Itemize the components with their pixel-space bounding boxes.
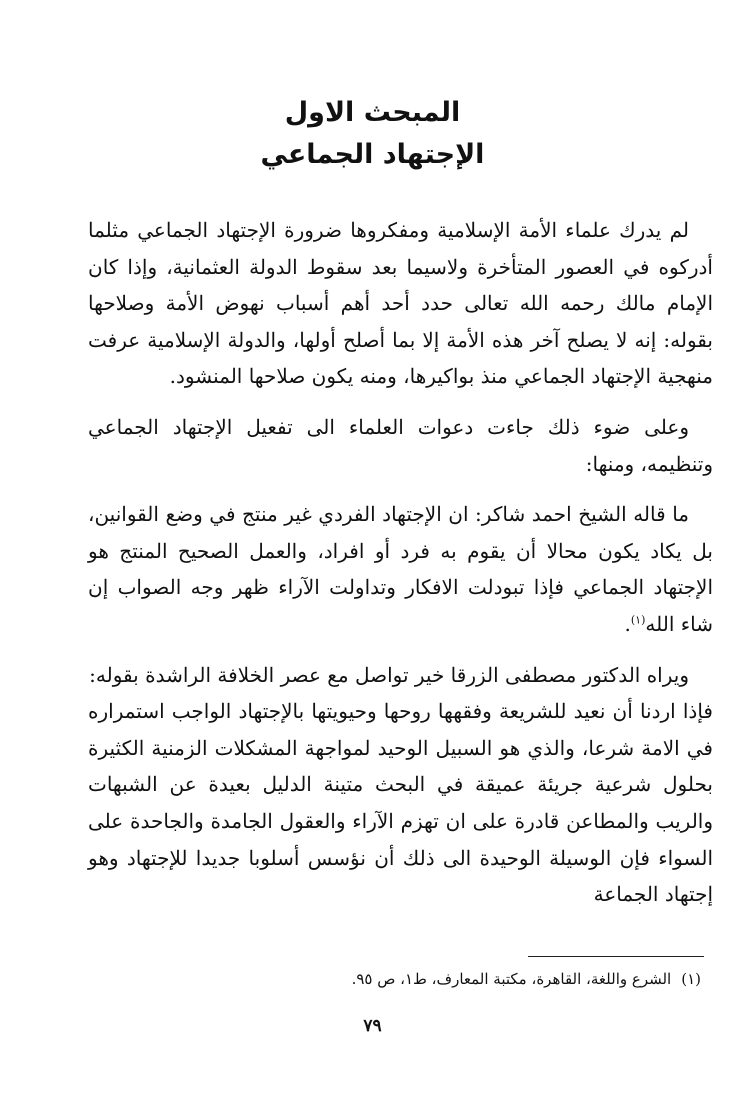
paragraph-shakir-quote	[88, 496, 713, 642]
footnote	[61, 968, 701, 990]
footnote-divider	[528, 956, 704, 957]
paragraph-zarqa-intro: ويراه الدكتور مصطفى الزرقا خير تواصل مع عصر الخلافة الراشدة بقوله:	[89, 662, 689, 687]
footnote-number: (١)	[681, 970, 701, 988]
paragraph-intro: لم يدرك علماء الأمة الإسلامية ومفكروها ضرورة الإجتهاد الجماعي مثلما أدركوه في العصور المتأخرة ولاسيما بعد سقوط الدولة العثمانية، وإذا كان الإمام مالك رحمه الله تعالى حدد أحد أهم أسباب نهوض الأمة وصلاحها بقوله: إنه لا يصلح آخر هذه الأمة إلا بما أصلح أولها، والدولة الإسلامية عرفت منهجية الإجتهاد الجماعي منذ بواكيرها، ومنه يكون صلاحها المنشود.	[88, 218, 713, 389]
footnote-text: الشرع واللغة، القاهرة، مكتبة المعارف، ط١، ص ٩٥.	[351, 970, 672, 988]
shakir-quote-text: ما قاله الشيخ احمد شاكر: ان الإجتهاد الفردي غير منتج في وضع القوانين، بل يكاد يكون محالا أن يقوم به فرد أو افراد، والعمل الصحيح المنتج هو الإجتهاد الجماعي فإذا تبودلت الافكار وتداولت الآراء ظهر وجه الصواب إن شاء الله	[88, 502, 714, 636]
footnote-reference: (١)	[630, 613, 646, 627]
page-number: ٧٩	[363, 1016, 382, 1036]
body-text	[88, 212, 713, 927]
section-heading	[0, 92, 745, 176]
section-title: المبحث الاول	[284, 97, 461, 128]
quote-end-mark: .	[624, 611, 631, 636]
paragraph-zarqa-quote: فإذا اردنا أن نعيد للشريعة وفقهها روحها وحيويتها بالإجتهاد الواجب استمراره في الامة شرعا، والذي هو السبيل الوحيد لمواجهة المشكلات الزمنية الكثيرة بحلول شرعية جريئة عميقة في البحث متينة الدليل بعيدة عن الشبهات والريب والمطاعن قادرة على ان تهزم الآراء والعقول الجامدة والجاحدة على السواء فإن الوسيلة الوحيدة الى ذلك أن نؤسس أسلوبا جديدا للإجتهاد وهو إجتهاد الجماعة	[88, 699, 713, 907]
section-subtitle: الإجتهاد الجماعي	[260, 139, 485, 170]
paragraph-scholars-calls: وعلى ضوء ذلك جاءت دعوات العلماء الى تفعيل الإجتهاد الجماعي وتنظيمه، ومنها:	[88, 414, 713, 476]
